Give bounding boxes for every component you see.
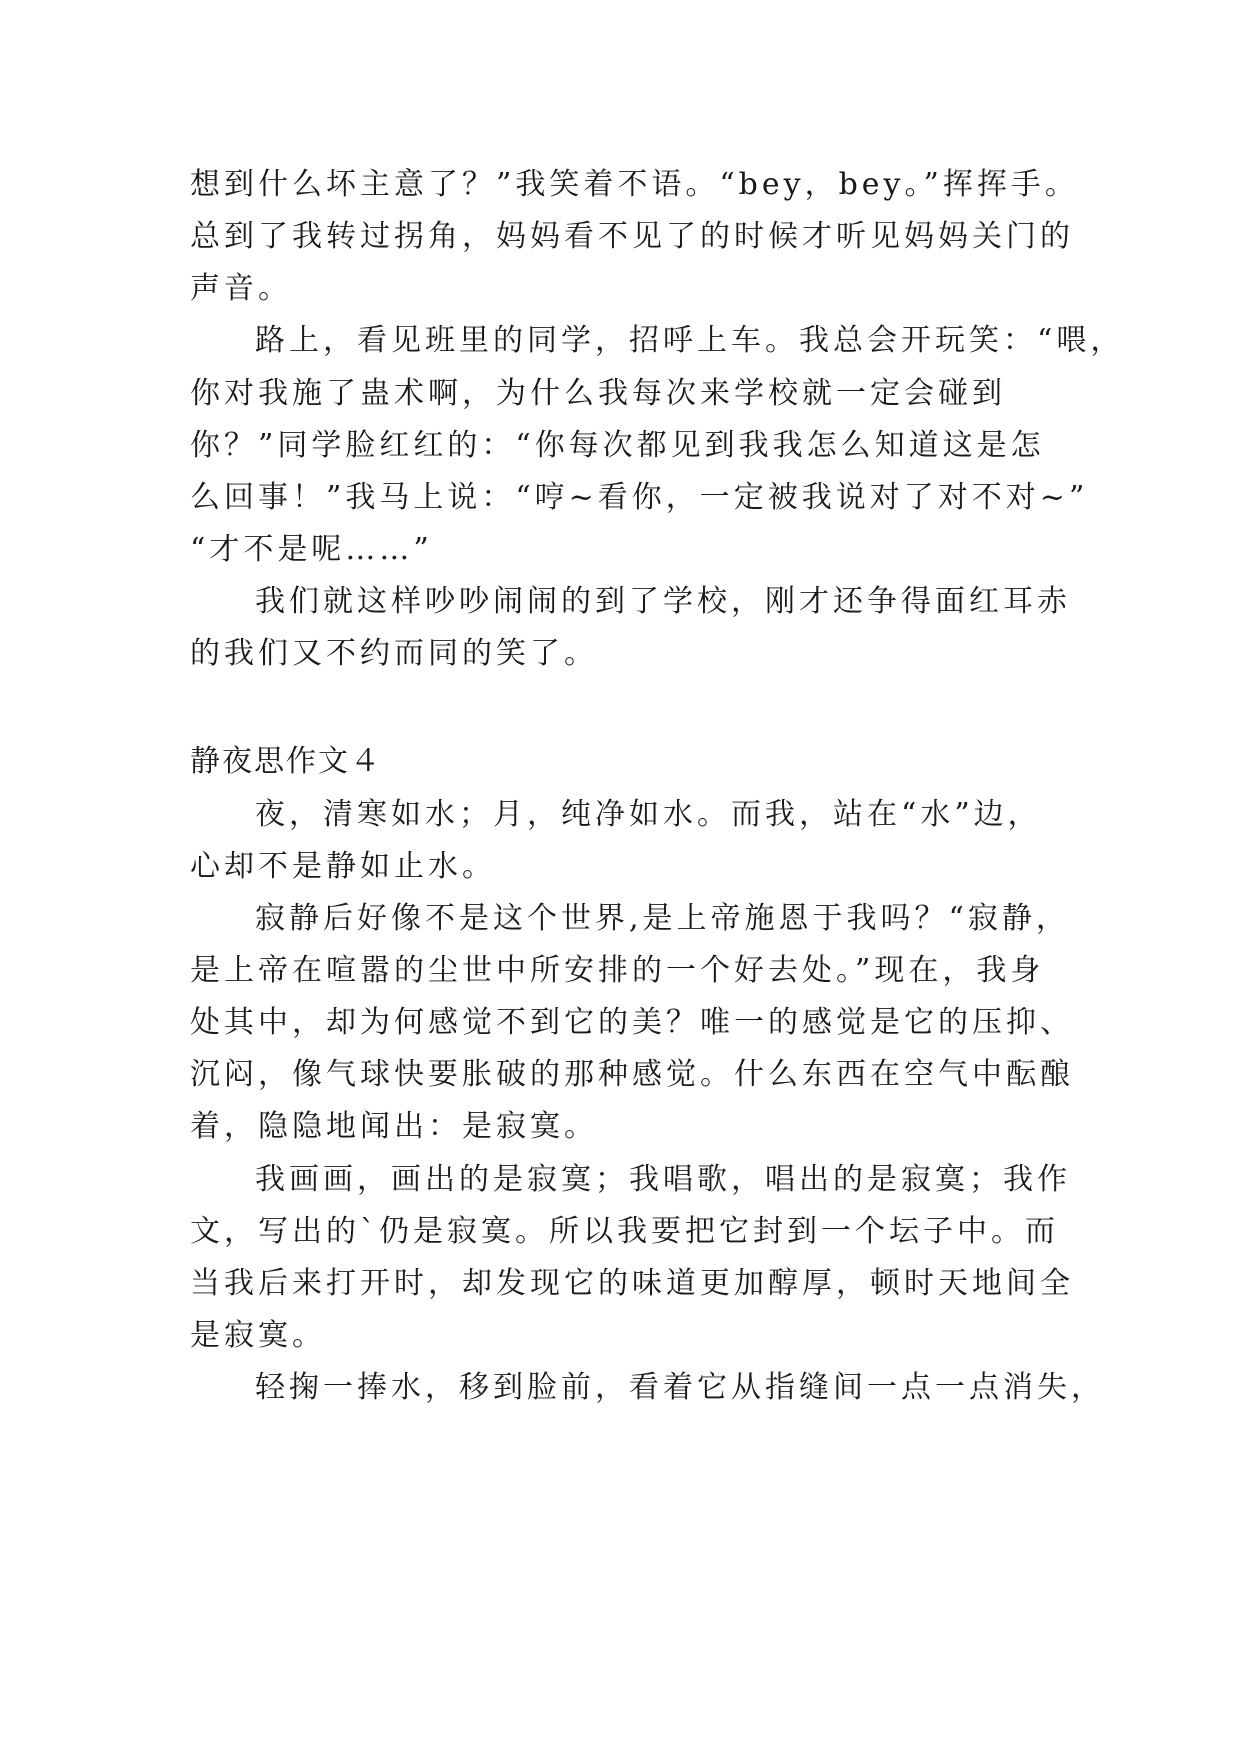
text-line: 想到什么坏主意了？”我笑着不语。“bey，bey。”挥挥手。 — [190, 167, 1079, 202]
text-line: 么回事！”我马上说：“哼~看你，一定被我说对了对不对~” — [190, 480, 1089, 515]
paragraph-first-line: 夜，清寒如水；月，纯净如水。而我，站在“水”边， — [255, 797, 1042, 832]
paragraph-first-line: 路上，看见班里的同学，招呼上车。我总会开玩笑：“喂， — [255, 323, 1125, 358]
text-line: 处其中，却为何感觉不到它的美？唯一的感觉是它的压抑、 — [190, 1005, 1074, 1040]
text-line: 文，写出的`仍是寂寞。所以我要把它封到一个坛子中。而 — [190, 1214, 1059, 1249]
text-line: 你？”同学脸红红的：“你每次都见到我我怎么知道这是怎 — [190, 428, 1045, 463]
paragraph-first-line: 我画画，画出的是寂寞；我唱歌，唱出的是寂寞；我作 — [255, 1162, 1071, 1197]
text-line: 当我后来打开时，却发现它的味道更加醇厚，顿时天地间全 — [190, 1266, 1074, 1301]
text-line: 沉闷，像气球快要胀破的那种感觉。什么东西在空气中酝酿 — [190, 1057, 1074, 1092]
text-line: 心却不是静如止水。 — [190, 849, 496, 884]
text-line: 声音。 — [190, 271, 292, 306]
text-line: 总到了我转过拐角，妈妈看不见了的时候才听见妈妈关门的 — [190, 219, 1074, 254]
paragraph-first-line: 寂静后好像不是这个世界,是上帝施恩于我吗？“寂静， — [255, 901, 1070, 936]
text-line: 着，隐隐地闻出：是寂寞。 — [190, 1109, 598, 1144]
section-title: 静夜思作文４ — [190, 744, 382, 779]
text-line: 是上帝在喧嚣的尘世中所安排的一个好去处。”现在，我身 — [190, 953, 1045, 988]
text-line: 是寂寞。 — [190, 1318, 326, 1353]
text-line: “才不是呢……” — [190, 532, 433, 567]
paragraph-first-line: 轻掬一捧水，移到脸前，看着它从指缝间一点一点消失， — [255, 1370, 1105, 1405]
text-line: 你对我施了蛊术啊，为什么我每次来学校就一定会碰到 — [190, 376, 1006, 411]
paragraph-first-line: 我们就这样吵吵闹闹的到了学校，刚才还争得面红耳赤 — [255, 584, 1071, 619]
text-line: 的我们又不约而同的笑了。 — [190, 636, 598, 671]
